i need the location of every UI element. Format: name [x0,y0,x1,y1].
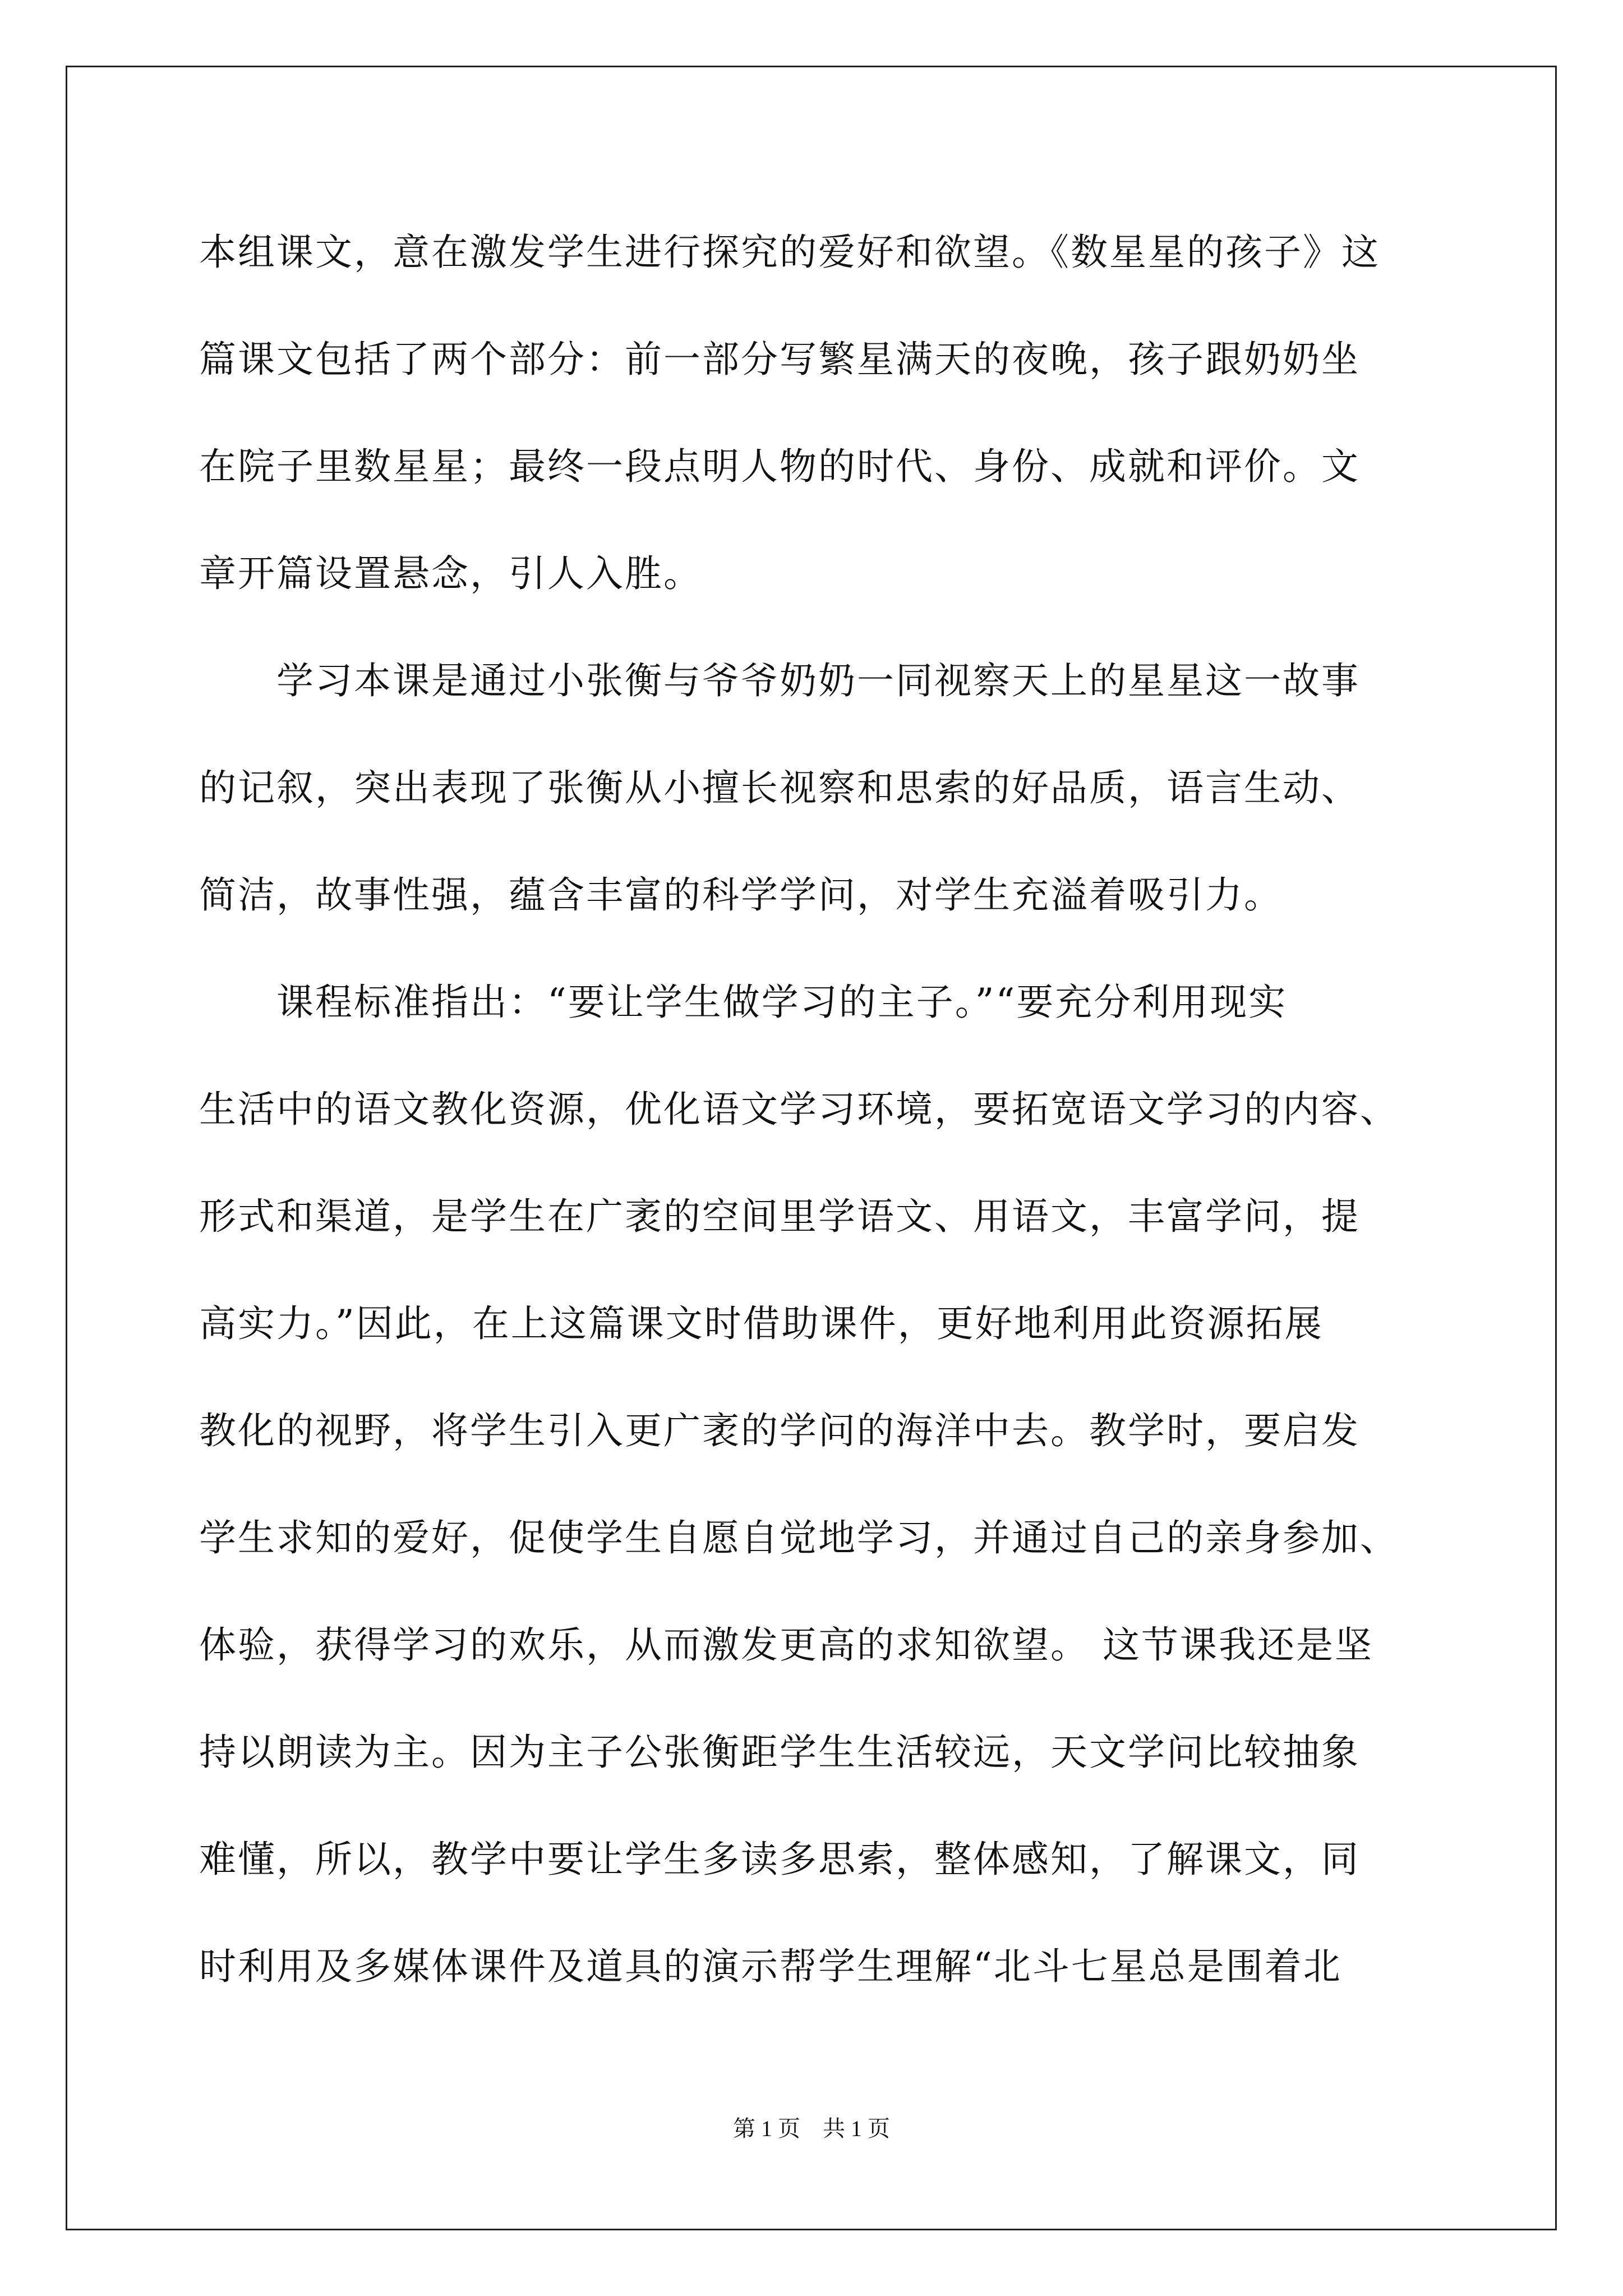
text-line: 教化的视野，将学生引入更广袤的学问的海洋中去。教学时，要启发 [199,1409,1360,1452]
text-line: 学习本课是通过小张衡与爷爷奶奶一同视察天上的星星这一故事 [199,659,1360,702]
page-border [66,66,1557,2230]
text-line: 章开篇设置悬念，引人入胜。 [199,552,702,595]
text-line: 篇课文包括了两个部分：前一部分写繁星满天的夜晚，孩子跟奶奶坐 [199,338,1360,381]
text-line: 形式和渠道，是学生在广袤的空间里学语文、用语文，丰富学问，提 [199,1195,1360,1238]
text-line: 简洁，故事性强，蕴含丰富的科学学问，对学生充溢着吸引力。 [199,873,1283,917]
page-number-footer: 第 1 页 共 1 页 [733,2116,890,2141]
text-line: 高实力。”因此，在上这篇课文时借助课件，更好地利用此资源拓展 [199,1302,1324,1345]
text-line: 时利用及多媒体课件及道具的演示帮学生理解“北斗七星总是围着北 [199,1945,1342,1988]
text-line: 本组课文，意在激发学生进行探究的爱好和欲望。《数星星的孩子》这 [199,231,1380,274]
text-line: 学生求知的爱好，促使学生自愿自觉地学习，并通过自己的亲身参加、 [199,1516,1399,1559]
text-line: 在院子里数星星；最终一段点明人物的时代、身份、成就和评价。文 [199,445,1360,488]
text-line: 生活中的语文教化资源，优化语文学习环境，要拓宽语文学习的内容、 [199,1088,1399,1131]
text-line: 课程标准指出：“要让学生做学习的主子。”“要充分利用现实 [199,981,1288,1024]
text-line: 的记叙，突出表现了张衡从小擅长视察和思索的好品质，语言生动、 [199,766,1360,809]
text-line: 持以朗读为主。因为主子公张衡距学生生活较远，天文学问比较抽象 [199,1731,1360,1774]
text-line: 难懂，所以，教学中要让学生多读多思索，整体感知，了解课文，同 [199,1838,1360,1881]
text-line: 体验，获得学习的欢乐，从而激发更高的求知欲望。 这节课我还是坚 [199,1623,1373,1667]
